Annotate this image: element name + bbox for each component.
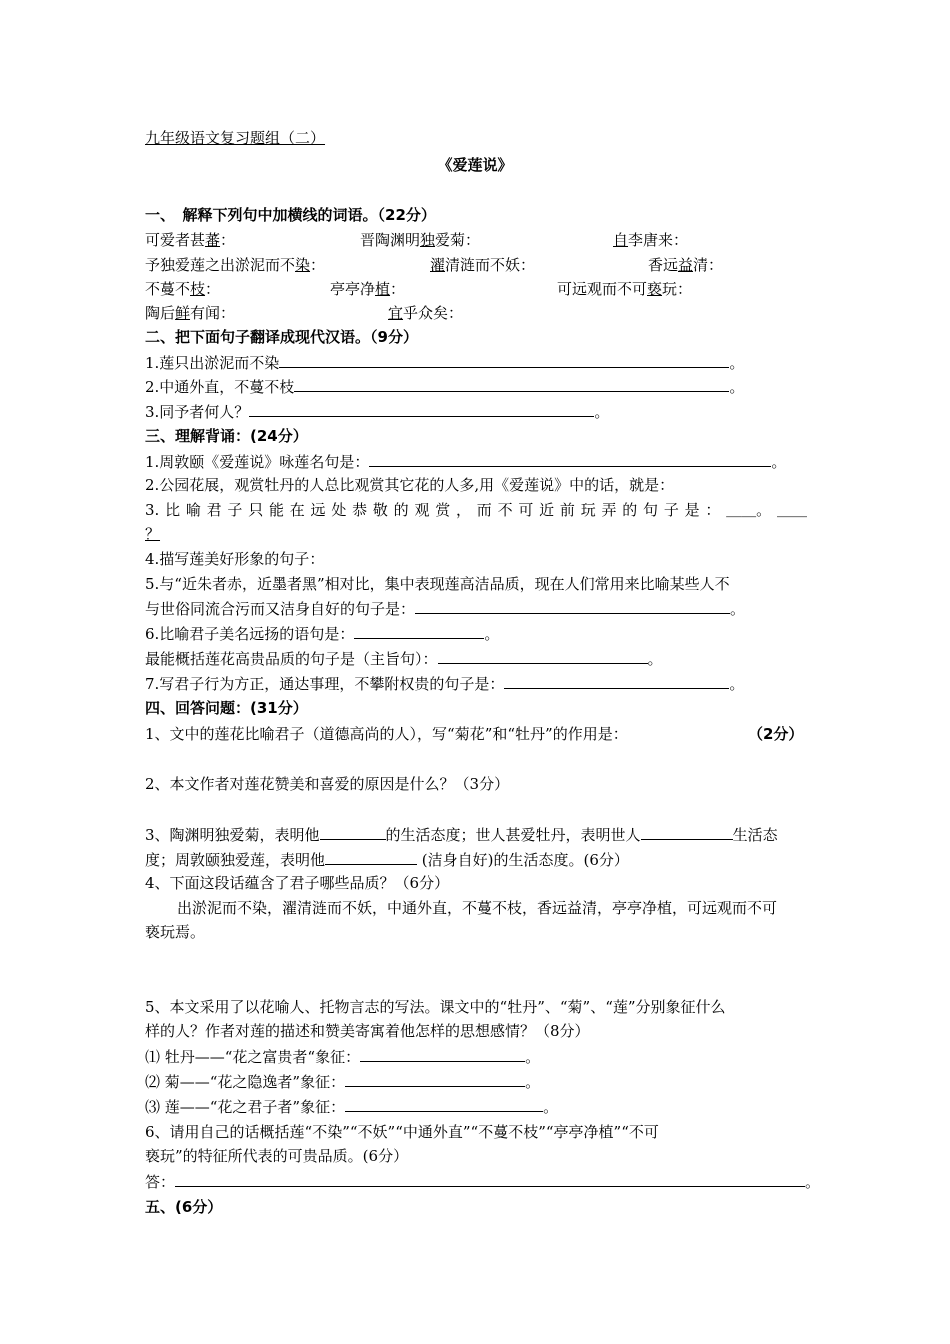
answer-blank[interactable] <box>345 1096 543 1112</box>
answer-blank[interactable] <box>438 648 648 664</box>
answer-q5-item1: ⑴ 牡丹——“花之富贵者“象征： 。 <box>145 1048 541 1066</box>
answer-blank[interactable] <box>641 824 733 840</box>
recite-q3: 3. 比 喻 君 子 只 能 在 远 处 恭 敬 的 观 赏 ， 而 不 可 近 前 玩 弄 的 句 子 是 ： ＿＿。 ＿＿ <box>145 501 807 519</box>
vocab-item: 陶后鲜有闻： <box>145 304 236 322</box>
answer-q6-line1: 6、请用自己的话概括莲“不染”“不妖”“中通外直”“不蔓不枝”“亭亭净植”“不可 <box>145 1123 659 1141</box>
answer-q6-line2: 亵玩”的特征所代表的可贵品质。(6分） <box>145 1147 409 1165</box>
answer-blank[interactable] <box>360 1046 525 1062</box>
recite-q1: 1.周敦颐《爱莲说》咏莲名句是： 。 <box>145 453 787 471</box>
section-2-heading: 二、把下面句子翻译成现代汉语。（9分） <box>145 328 418 346</box>
vocab-item: 香远益清： <box>648 256 724 274</box>
vocab-item: 濯清涟而不妖： <box>430 256 536 274</box>
vocab-item: 可远观而不可亵玩： <box>557 280 693 298</box>
recite-q4: 4.描写莲美好形象的句子： <box>145 550 325 568</box>
section-4-heading: 四、回答问题：(31分） <box>145 699 308 717</box>
answer-blank[interactable] <box>325 849 417 865</box>
vocab-item: 不蔓不枝： <box>145 280 221 298</box>
answer-q5-line2: 样的人？作者对莲的描述和赞美寄寓着他怎样的思想感情？（8分） <box>145 1022 590 1040</box>
answer-blank[interactable] <box>415 598 730 614</box>
answer-q5-line1: 5、本文采用了以花喻人、托物言志的写法。课文中的“牡丹”、“菊”、“莲”分别象征什么 <box>145 998 726 1016</box>
recite-q3-end: ？ <box>145 525 161 543</box>
answer-q4: 4、下面这段话蕴含了君子哪些品质？（6分） <box>145 874 450 892</box>
answer-blank[interactable] <box>294 376 729 392</box>
recite-q2: 2.公园花展，观赏牡丹的人总比观赏其它花的人多,用《爱莲说》中的话，就是： <box>145 476 675 494</box>
section-1-heading: 一、 解释下列句中加横线的词语。（22分） <box>145 206 436 224</box>
answer-blank[interactable] <box>279 352 729 368</box>
answer-q6-answer: 答： 。 <box>145 1173 821 1191</box>
answer-q3-line1: 3、陶渊明独爱菊，表明他 的生活态度；世人甚爱牡丹，表明世人 生活态 <box>145 826 778 844</box>
answer-blank[interactable] <box>354 623 484 639</box>
vocab-item: 自李唐来： <box>613 231 689 249</box>
translate-q2: 2.中通外直，不蔓不枝 。 <box>145 378 745 396</box>
answer-q4-quote-line2: 亵玩焉。 <box>145 923 206 941</box>
recite-q7: 7.写君子行为方正，通达事理，不攀附权贵的句子是： 。 <box>145 675 745 693</box>
page-title: 《爱莲说》 <box>437 156 513 174</box>
recite-q5-line1: 5.与“近朱者赤，近墨者黑”相对比，集中表现莲高洁品质，现在人们常用来比喻某些人不 <box>145 575 730 593</box>
subtitle: 九年级语文复习题组（二） <box>145 129 326 147</box>
recite-q6-main: 最能概括莲花高贵品质的句子是（主旨句）： 。 <box>145 650 663 668</box>
recite-q5-line2: 与世俗同流合污而又洁身自好的句子是： 。 <box>145 600 746 618</box>
answer-q3-line2: 度；周敦颐独爱莲，表明他 (洁身自好)的生活态度。(6分） <box>145 851 629 869</box>
vocab-item: 予独爱莲之出淤泥而不染： <box>145 256 326 274</box>
answer-q2: 2、本文作者对莲花赞美和喜爱的原因是什么？（3分） <box>145 775 510 793</box>
translate-q1: 1.莲只出淤泥而不染 。 <box>145 354 745 372</box>
answer-blank[interactable] <box>504 673 729 689</box>
answer-blank[interactable] <box>369 451 771 467</box>
answer-q5-item2: ⑵ 菊——“花之隐逸者”象征： 。 <box>145 1073 541 1091</box>
answer-blank[interactable] <box>249 401 594 417</box>
section-3-heading: 三、理解背诵：(24分） <box>145 427 308 445</box>
answer-q1-score: （2分） <box>748 725 804 743</box>
answer-blank[interactable] <box>345 1071 525 1087</box>
translate-q3: 3.同予者何人？ 。 <box>145 403 610 421</box>
vocab-item: 宜乎众矣： <box>388 304 464 322</box>
recite-q6: 6.比喻君子美名远扬的语句是： 。 <box>145 625 500 643</box>
answer-blank[interactable] <box>175 1171 805 1187</box>
answer-blank[interactable] <box>320 824 386 840</box>
vocab-item: 晋陶渊明独爱菊： <box>360 231 481 249</box>
vocab-item: 亭亭净植： <box>330 280 406 298</box>
section-5-heading: 五、(6分） <box>145 1198 223 1216</box>
vocab-item: 可爱者甚蕃： <box>145 231 236 249</box>
answer-q4-quote-line1: 出淤泥而不染，濯清涟而不妖，中通外直，不蔓不枝，香远益清，亭亭净植，可远观而不可 <box>177 899 778 917</box>
answer-q5-item3: ⑶ 莲——“花之君子者”象征： 。 <box>145 1098 559 1116</box>
answer-q1: 1、文中的莲花比喻君子（道德高尚的人），写“菊花”和“牡丹”的作用是： <box>145 725 628 743</box>
